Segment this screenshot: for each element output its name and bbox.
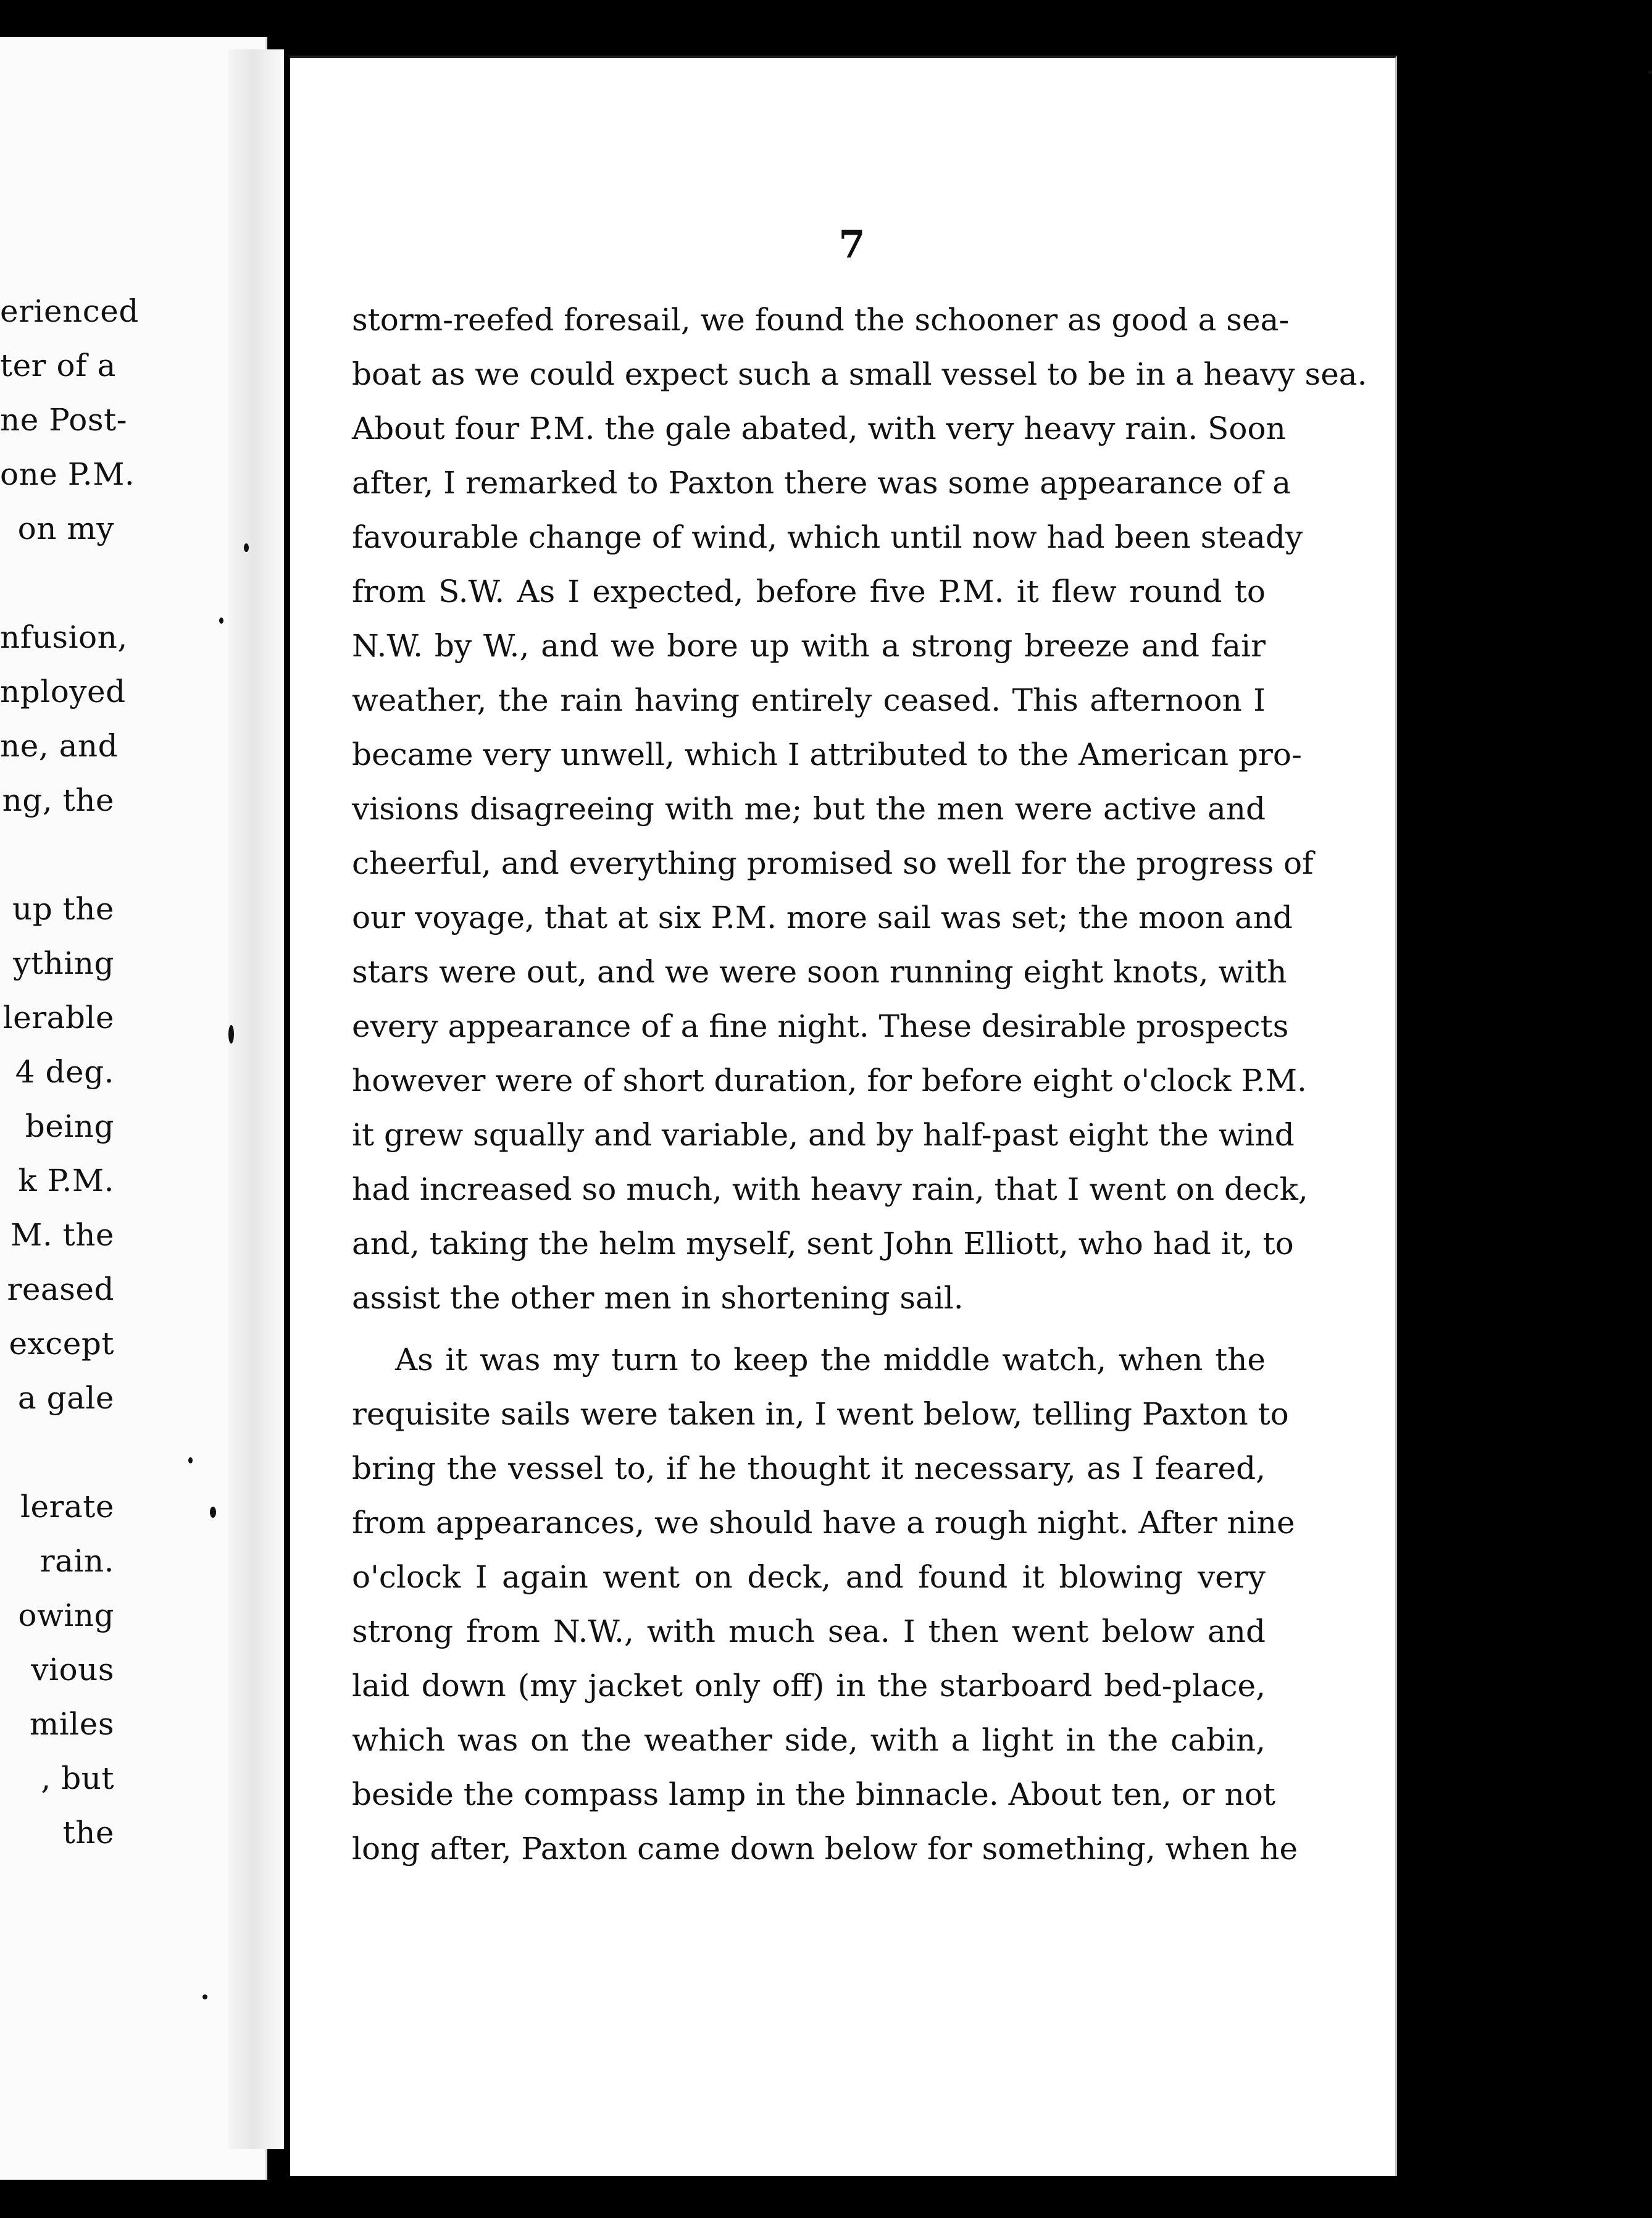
previous-page-line [0,1425,114,1479]
text-line: favourable change of wind, which until now had been steady [352,519,1303,555]
text-line: long after, Paxton came down below for something, when he [352,1831,1298,1867]
text-line: weather, the rain having entirely ceased. This afternoon I [352,682,1266,718]
text-line: our voyage, that at six P.M. more sail was set; the moon and [352,900,1293,935]
previous-page-line: nployed [0,674,126,709]
text-line: from appearances, we should have a rough night. After nine [352,1505,1295,1541]
text-line: however were of short duration, for before eight o'clock P.M. [352,1063,1307,1099]
text-line: As it was my turn to keep the middle watch, when the [395,1342,1266,1378]
previous-page-line: on my [17,511,114,546]
previous-page-line: 4 deg. [15,1054,114,1090]
text-line: stars were out, and we were soon running eight knots, with [352,954,1287,990]
previous-page-line: miles [29,1706,114,1742]
text-line: storm-reefed foresail, we found the schooner as good a sea- [352,302,1290,338]
previous-page-line: rain. [40,1543,114,1579]
text-line: from S.W. As I expected, before five P.M. it flew round to [352,574,1266,609]
binding-mark [244,543,249,552]
text-line: requisite sails were taken in, I went below, telling Paxton to [352,1396,1289,1432]
previous-page-line: ything [13,945,114,981]
previous-page-line: being [25,1108,114,1144]
previous-page-line: reased [7,1271,114,1307]
previous-page-line: lerate [20,1489,114,1525]
text-line: About four P.M. the gale abated, with very heavy rain. Soon [352,411,1286,446]
paragraph-gap [352,1325,1266,1333]
binding-mark [210,1507,216,1518]
text-line: assist the other men in shortening sail. [352,1280,964,1316]
text-line: it grew squally and variable, and by half-past eight the wind [352,1117,1295,1153]
previous-page-line [0,556,114,610]
print-speck [1648,70,1652,74]
previous-page-line: ne Post- [0,402,128,438]
previous-page-line: ter of a [0,348,116,383]
binding-mark [219,617,223,624]
text-line: o'clock I again went on deck, and found it blowing very [352,1559,1266,1595]
page-body [352,293,1367,1876]
previous-page-line: ng, the [2,782,114,818]
text-line: had increased so much, with heavy rain, that I went on deck, [352,1171,1308,1207]
previous-page-line: owing [18,1597,114,1633]
previous-page-line: one P.M. [0,456,135,492]
text-line: visions disagreeing with me; but the men were active and [352,791,1266,827]
previous-page-line: lerable [2,1000,114,1036]
page-number: 7 [838,222,866,267]
text-line: laid down (my jacket only off) in the starboard bed-place, [352,1668,1266,1704]
previous-page-line: vious [31,1652,114,1688]
previous-page-line: erienced [0,293,139,329]
binding-mark [202,1994,207,1999]
text-line: cheerful, and everything promised so well for the progress of [352,845,1314,881]
text-line: and, taking the helm myself, sent John Elliott, who had it, to [352,1226,1294,1262]
previous-page-line: M. the [10,1217,114,1253]
binding-mark [188,1457,193,1463]
previous-page [0,37,267,2180]
text-line: every appearance of a fine night. These desirable prospects [352,1008,1289,1044]
binding-mark [228,1025,234,1044]
text-line: bring the vessel to, if he thought it necessary, as I feared, [352,1450,1266,1486]
previous-page-text [0,284,139,1860]
text-line: strong from N.W., with much sea. I then went below and [352,1613,1266,1649]
text-line: beside the compass lamp in the binnacle. About ten, or not [352,1776,1275,1812]
previous-page-line: a gale [17,1380,114,1416]
previous-page-line: k P.M. [18,1163,114,1199]
text-line: which was on the weather side, with a light in the cabin, [352,1722,1266,1758]
book-gutter [228,49,284,2149]
previous-page-line: nfusion, [0,619,128,655]
text-line: became very unwell, which I attributed to the American pro- [352,737,1302,772]
text-line: N.W. by W., and we bore up with a strong breeze and fair [352,628,1266,664]
text-line: boat as we could expect such a small vessel to be in a heavy sea. [352,356,1367,392]
previous-page-line: ne, and [0,728,119,764]
previous-page-line: the [62,1815,114,1851]
text-line: after, I remarked to Paxton there was some appearance of a [352,465,1291,501]
previous-page-line [0,827,114,882]
previous-page-line: up the [12,891,114,927]
current-page [290,56,1397,2176]
previous-page-line: except [9,1326,114,1362]
previous-page-line: , but [41,1760,114,1796]
